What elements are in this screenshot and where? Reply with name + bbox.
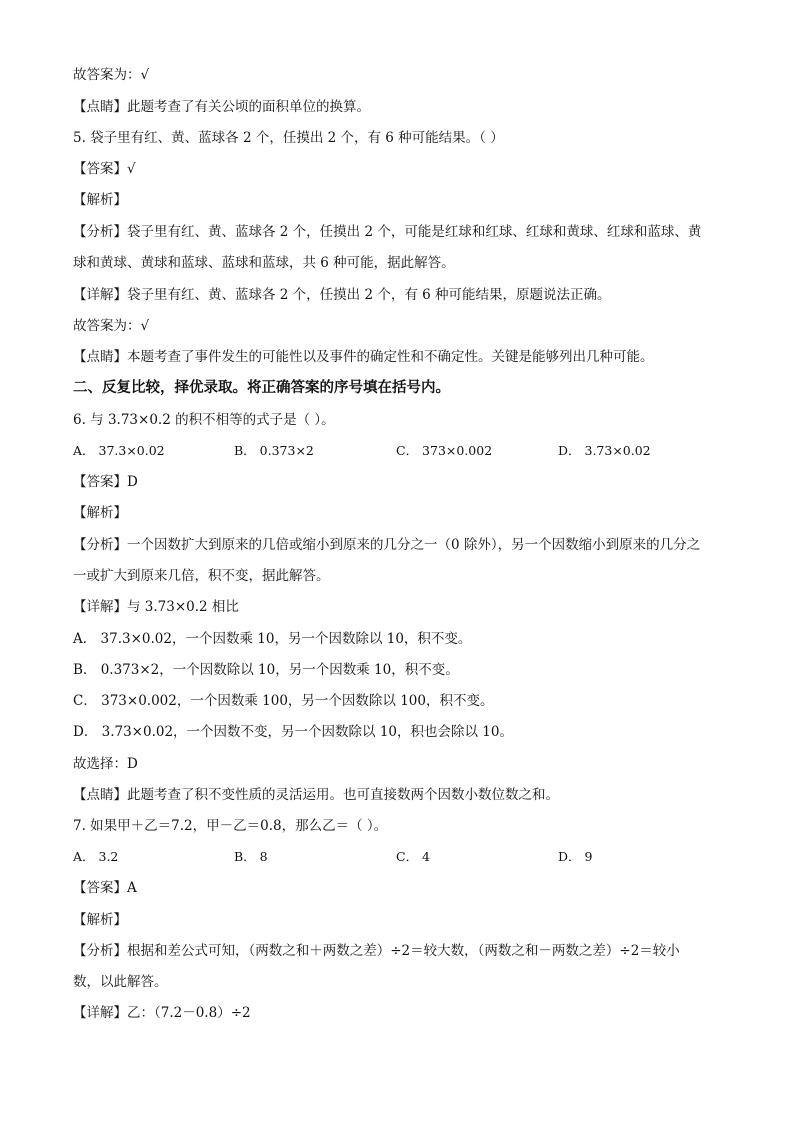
answer-label: 【答案】D — [73, 474, 138, 490]
section-heading: 二、反复比较，择优录取。将正确答案的序号填在括号内。 — [73, 379, 450, 396]
answer-label: 【答案】√ — [73, 161, 136, 177]
q7-option-d: D． 9 — [558, 849, 593, 864]
analysis-text: 【分析】根据和差公式可知，（两数之和＋两数之差）÷2＝较大数，（两数之和－两数之差）÷2＝较小 — [73, 943, 680, 959]
analysis-text-cont: 球和黄球、黄球和蓝球、蓝球和蓝球，共 6 种可能，据此解答。 — [73, 255, 455, 271]
q6-option-c: C． 373×0.002 — [396, 443, 493, 458]
question-6: 6. 与 3.73×0.2 的积不相等的式子是（ ）。 — [73, 412, 335, 428]
q6-option-a: A． 37.3×0.02 — [73, 443, 165, 458]
q6-option-b: B． 0.373×2 — [234, 443, 314, 458]
detail-text: 【详解】与 3.73×0.2 相比 — [73, 599, 239, 615]
question-7: 7. 如果甲＋乙＝7.2，甲－乙＝0.8，那么乙＝（ ）。 — [73, 818, 388, 834]
detail-option-b: B． 0.373×2，一个因数除以 10，另一个因数乘 10，积不变。 — [73, 662, 459, 678]
analysis-text-cont: 一或扩大到原来几倍，积不变，据此解答。 — [73, 568, 330, 584]
question-5: 5. 袋子里有红、黄、蓝球各 2 个，任摸出 2 个，有 6 种可能结果。（ ） — [73, 130, 504, 146]
comment-line: 【点睛】此题考查了有关公顷的面积单位的换算。 — [73, 99, 370, 115]
answer-line: 故答案为：√ — [73, 318, 150, 334]
q6-option-d: D． 3.73×0.02 — [558, 443, 651, 458]
answer-line: 故答案为：√ — [73, 67, 150, 83]
analysis-label: 【解析】 — [73, 912, 127, 928]
analysis-text-cont: 数，以此解答。 — [73, 974, 168, 990]
detail-option-d: D． 3.73×0.02，一个因数不变，另一个因数除以 10，积也会除以 10。 — [73, 724, 513, 740]
analysis-text: 【分析】袋子里有红、黄、蓝球各 2 个，任摸出 2 个，可能是红球和红球、红球和黄球、红球和蓝球、黄 — [73, 224, 702, 240]
answer-label: 【答案】A — [73, 880, 137, 896]
q7-option-a: A． 3.2 — [73, 849, 119, 864]
q7-option-c: C． 4 — [396, 849, 430, 864]
detail-option-a: A． 37.3×0.02，一个因数乘 10，另一个因数除以 10，积不变。 — [73, 631, 472, 647]
answer-line: 故选择：D — [73, 756, 138, 772]
comment-line: 【点睛】此题考查了积不变性质的灵活运用。也可直接数两个因数小数位数之和。 — [73, 787, 559, 803]
comment-line: 【点睛】本题考查了事件发生的可能性以及事件的确定性和不确定性。关键是能够列出几种可能。 — [73, 349, 654, 365]
analysis-label: 【解析】 — [73, 192, 127, 208]
detail-option-c: C． 373×0.002，一个因数乘 100，另一个因数除以 100，积不变。 — [73, 693, 494, 709]
analysis-text: 【分析】一个因数扩大到原来的几倍或缩小到原来的几分之一（0 除外），另一个因数缩小到原来的几分之 — [73, 537, 701, 553]
q7-option-b: B． 8 — [234, 849, 268, 864]
detail-text: 【详解】袋子里有红、黄、蓝球各 2 个，任摸出 2 个，有 6 种可能结果，原题说法正确。 — [73, 287, 611, 303]
analysis-label: 【解析】 — [73, 505, 127, 521]
detail-text: 【详解】乙：（7.2－0.8）÷2 — [73, 1005, 251, 1021]
